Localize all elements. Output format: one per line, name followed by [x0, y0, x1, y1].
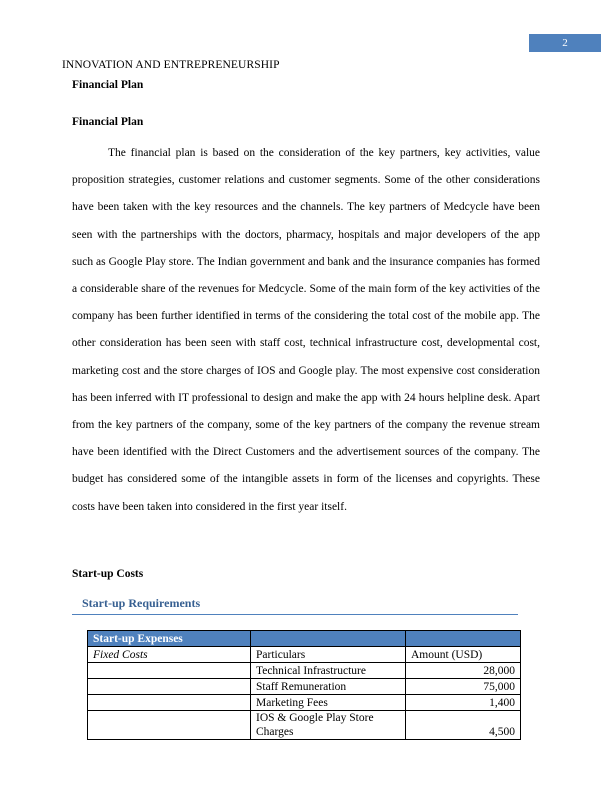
table-cell-category	[88, 663, 251, 679]
body-paragraph: The financial plan is based on the consideration of the key partners, key activities, value proposition strategies, customer relations and customer segments. Some of the other considerations have been taken with the key resources and the channels. The key partners of Medcycle have been seen with the partnerships with the doctors, pharmacy, hospitals and major developers of the app such as Google Play store. The Indian government and bank and the insurance companies has formed a considerable share of the revenues for Medcycle. Some of the main form of the key activities of the company has been further identified in terms of the considering the total cost of the mobile app. The other consideration has been seen with staff cost, technical infrastructure cost, developmental cost, marketing cost and the store charges of IOS and Google play. The most expensive cost consideration has been inferred with IT professional to design and make the app with 24 hours helpline desk. Apart from the key partners of the company, some of the key partners of the company the revenue stream have been identified with the Direct Customers and the advertisement sources of the company. The budget has considered some of the intangible assets in form of the licenses and copyrights. These costs have been taken into considered in the first year itself.	[72, 147, 540, 513]
table-cell-amount: 75,000	[406, 679, 521, 695]
startup-costs-heading: Start-up Costs	[72, 568, 144, 580]
table-cell-particulars: Technical Infrastructure	[251, 663, 406, 679]
table-header-cell: Start-up Expenses	[88, 631, 251, 647]
table-cell-category	[88, 679, 251, 695]
table-cell-particulars: Marketing Fees	[251, 695, 406, 711]
table-cell-particulars: Particulars	[251, 647, 406, 663]
table-cell-amount: 4,500	[406, 711, 521, 740]
table-row	[88, 679, 521, 695]
table-cell-amount: 28,000	[406, 663, 521, 679]
section-title: Financial Plan	[72, 79, 144, 91]
table-cell-particulars: IOS & Google Play Store Charges	[251, 711, 406, 740]
table-cell-amount: Amount (USD)	[406, 647, 521, 663]
table-header-cell	[251, 631, 406, 647]
heading-underline	[72, 614, 518, 615]
table-row	[88, 711, 521, 740]
running-head: INNOVATION AND ENTREPRENEURSHIP	[62, 59, 280, 71]
page-number: 2	[529, 34, 601, 52]
table-cell-amount: 1,400	[406, 695, 521, 711]
table-cell-particulars: Staff Remuneration	[251, 679, 406, 695]
table-row	[88, 647, 521, 663]
table-cell-category	[88, 695, 251, 711]
startup-expenses-table	[87, 630, 521, 740]
table-row	[88, 695, 521, 711]
table-cell-category	[88, 711, 251, 740]
table-cell-category: Fixed Costs	[88, 647, 251, 663]
table-row	[88, 663, 521, 679]
startup-requirements-heading: Start-up Requirements	[82, 596, 201, 610]
subsection-title: Financial Plan	[72, 116, 144, 128]
table-header-cell	[406, 631, 521, 647]
table-header-row	[88, 631, 521, 647]
